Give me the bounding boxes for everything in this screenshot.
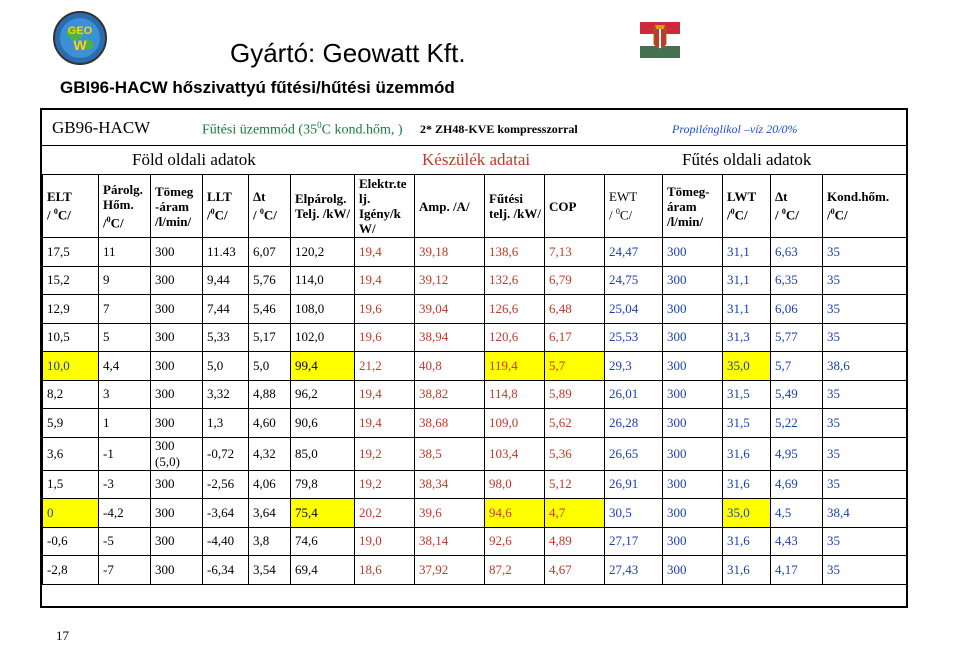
table-cell: -5 (99, 527, 151, 556)
col-header-label: EWT (609, 189, 638, 205)
table-cell: -3 (99, 470, 151, 499)
table-cell: 15,2 (43, 266, 99, 295)
table-cell: 300 (663, 527, 723, 556)
table-cell: 4,32 (249, 437, 291, 470)
col-header-unit-end: C/ (110, 215, 124, 231)
table-cell: 69,4 (291, 556, 355, 585)
table-cell: 19,2 (355, 470, 415, 499)
table-cell: 26,65 (605, 437, 663, 470)
table-cell: 300 (663, 323, 723, 352)
col-header-label: LLT (207, 189, 232, 205)
table-cell: 7 (99, 295, 151, 324)
table-cell: 39,12 (415, 266, 485, 295)
table-cell: 300 (663, 352, 723, 381)
col-header-label: Δt (253, 189, 266, 205)
table-row (43, 437, 907, 470)
table-cell: -7 (99, 556, 151, 585)
col-header-ewt (605, 175, 663, 238)
table-row (43, 323, 907, 352)
table-cell: 5,12 (545, 470, 605, 499)
mode-degree: 0 (317, 120, 322, 130)
table-cell: 19,6 (355, 295, 415, 324)
table-cell: 19,4 (355, 266, 415, 295)
col-header-label: Tömeg -áram /l/min/ (155, 183, 194, 229)
col-header-sup: 0 (106, 214, 111, 224)
table-cell: 90,6 (291, 409, 355, 438)
table-cell: 109,0 (485, 409, 545, 438)
col-header-unit: / (775, 207, 782, 223)
table-cell: 5,62 (545, 409, 605, 438)
table-cell: 35 (823, 556, 907, 585)
table-cell: 102,0 (291, 323, 355, 352)
table-cell: 4,06 (249, 470, 291, 499)
table-row (43, 499, 907, 528)
table-cell: 4,5 (771, 499, 823, 528)
table-cell: 5,89 (545, 380, 605, 409)
table-cell: 5,33 (203, 323, 249, 352)
table-cell: 38,6 (823, 352, 907, 381)
section-ground: Föld oldali adatok (132, 150, 256, 169)
col-header-label: Amp. /A/ (419, 198, 470, 214)
table-cell: 38,82 (415, 380, 485, 409)
table-cell: 300 (151, 352, 203, 381)
table-cell: 20,2 (355, 499, 415, 528)
table-cell: -2,8 (43, 556, 99, 585)
table-cell: 300 (151, 409, 203, 438)
table-cell: 31,1 (723, 238, 771, 267)
table-cell: 300 (151, 238, 203, 267)
table-row (43, 470, 907, 499)
table-cell: 26,01 (605, 380, 663, 409)
section-heating: Fűtés oldali adatok (682, 150, 812, 169)
table-cell: 19,6 (355, 323, 415, 352)
column-header-row (43, 175, 907, 238)
col-header-label: Elektr.te lj. Igény/k W/ (359, 176, 407, 236)
table-cell: 35 (823, 527, 907, 556)
table-cell: 35 (823, 295, 907, 324)
table-cell: 4,7 (545, 499, 605, 528)
table-cell: 19,4 (355, 409, 415, 438)
table-row (43, 527, 907, 556)
mode-text-end: C kond.hőm, ) (321, 122, 403, 138)
col-header-label: Elpárolg. Telj. /kW/ (295, 191, 351, 221)
table-cell: -0,6 (43, 527, 99, 556)
col-header-unit-end: C/ (619, 207, 633, 223)
table-cell: 31,5 (723, 380, 771, 409)
col-header-label: Párolg. Hőm. (103, 181, 143, 212)
table-cell: 0 (43, 499, 99, 528)
table-cell: 11 (99, 238, 151, 267)
table-cell: 37,92 (415, 556, 485, 585)
table-cell: 300 (663, 295, 723, 324)
table-cell: 30,5 (605, 499, 663, 528)
col-header-unit: / (207, 207, 211, 223)
table-cell: 300 (151, 295, 203, 324)
section-headers (42, 146, 906, 174)
table-cell: 300 (151, 499, 203, 528)
col-header-sup: 0 (730, 207, 735, 217)
col-header-unit: / (609, 207, 616, 223)
compressor-info: 2* ZH48-KVE kompresszorral (420, 122, 578, 136)
table-cell: 6,17 (545, 323, 605, 352)
table-cell: -4,40 (203, 527, 249, 556)
table-cell: 25,04 (605, 295, 663, 324)
col-header-elektr (355, 175, 415, 238)
col-header-unit: / (727, 207, 731, 223)
table-cell: 1,3 (203, 409, 249, 438)
col-header-unit-end: C/ (785, 207, 799, 223)
table-cell: 4,88 (249, 380, 291, 409)
table-row (43, 238, 907, 267)
table-row (43, 380, 907, 409)
table-cell: 4,17 (771, 556, 823, 585)
table-cell: 29,3 (605, 352, 663, 381)
brand-name: Gyártó: Geowatt Kft. (230, 38, 466, 68)
table-cell: 19,2 (355, 437, 415, 470)
table-cell: 300 (151, 470, 203, 499)
table-cell: 6,48 (545, 295, 605, 324)
col-header-label: COP (549, 198, 577, 214)
col-header-cop (545, 175, 605, 238)
table-cell: 103,4 (485, 437, 545, 470)
svg-text:W: W (73, 37, 87, 53)
table-cell: 5,7 (771, 352, 823, 381)
table-header-line (42, 110, 906, 146)
table-cell: 39,04 (415, 295, 485, 324)
table-cell: 96,2 (291, 380, 355, 409)
table-cell: 87,2 (485, 556, 545, 585)
table-cell: 31,3 (723, 323, 771, 352)
table-cell: 5,0 (203, 352, 249, 381)
col-header-amp (415, 175, 485, 238)
table-cell: 114,8 (485, 380, 545, 409)
col-header-label: Δt (775, 189, 788, 205)
col-header-label: Fűtési telj. /kW/ (489, 191, 541, 221)
col-header-sup: 0 (210, 207, 215, 217)
table-cell: 35 (823, 266, 907, 295)
table-cell: 3,64 (249, 499, 291, 528)
table-cell: 35 (823, 323, 907, 352)
table-cell: 31,1 (723, 266, 771, 295)
page-number: 17 (56, 628, 69, 643)
table-cell: 25,53 (605, 323, 663, 352)
table-cell: 31,5 (723, 409, 771, 438)
table-cell: 1,5 (43, 470, 99, 499)
col-header-sup: 0 (259, 207, 264, 217)
col-header-unit: / (827, 207, 831, 223)
table-row (43, 556, 907, 585)
geowatt-logo (52, 10, 108, 66)
table-cell: 120,2 (291, 238, 355, 267)
table-cell: 38,34 (415, 470, 485, 499)
table-cell: 300 (5,0) (151, 437, 203, 470)
table-cell: 5 (99, 323, 151, 352)
table-cell: 99,4 (291, 352, 355, 381)
table-cell: -4,2 (99, 499, 151, 528)
table-cell: 35 (823, 437, 907, 470)
table-cell: 5,36 (545, 437, 605, 470)
section-device: Készülék adatai (422, 150, 531, 169)
table-cell: 5,22 (771, 409, 823, 438)
table-cell: 5,49 (771, 380, 823, 409)
table-cell: 38,68 (415, 409, 485, 438)
table-cell: 4,67 (545, 556, 605, 585)
col-header-unit: / (253, 207, 260, 223)
table-cell: 3,54 (249, 556, 291, 585)
table-cell: 19,4 (355, 380, 415, 409)
performance-table (42, 174, 907, 585)
document-title: GBI96-HACW hőszivattyú fűtési/hűtési üzemmód (60, 78, 455, 97)
table-cell: 3,8 (249, 527, 291, 556)
table-cell: 79,8 (291, 470, 355, 499)
table-cell: 300 (663, 470, 723, 499)
col-header-llt (203, 175, 249, 238)
fluid-info: Propilénglikol –víz 20/0% (672, 122, 798, 136)
col-header-sup: 0 (781, 207, 786, 217)
table-cell: 9,44 (203, 266, 249, 295)
col-header-sup: 0 (615, 207, 620, 217)
table-cell: 126,6 (485, 295, 545, 324)
table-cell: 5,9 (43, 409, 99, 438)
table-cell: 12,9 (43, 295, 99, 324)
table-cell: 138,6 (485, 238, 545, 267)
table-cell: 35,0 (723, 352, 771, 381)
table-cell: -3,64 (203, 499, 249, 528)
table-cell: 94,6 (485, 499, 545, 528)
table-cell: 4,60 (249, 409, 291, 438)
table-cell: 6,63 (771, 238, 823, 267)
table-cell: 6,35 (771, 266, 823, 295)
col-header-label: Tömeg- áram /l/min/ (667, 183, 710, 229)
col-header-sup: 0 (830, 207, 835, 217)
col-header-futesi-telj (485, 175, 545, 238)
table-cell: 3,6 (43, 437, 99, 470)
table-row (43, 409, 907, 438)
table-cell: 31,6 (723, 527, 771, 556)
table-cell: 300 (151, 380, 203, 409)
table-cell: 26,91 (605, 470, 663, 499)
data-table-panel (40, 108, 908, 608)
table-body (43, 238, 907, 585)
table-cell: 5,0 (249, 352, 291, 381)
table-cell: 38,94 (415, 323, 485, 352)
table-cell: 24,75 (605, 266, 663, 295)
table-cell: 35 (823, 470, 907, 499)
table-cell: 92,6 (485, 527, 545, 556)
table-cell: -0,72 (203, 437, 249, 470)
table-cell: 300 (663, 499, 723, 528)
col-header-tomegaram-2 (663, 175, 723, 238)
table-cell: 38,5 (415, 437, 485, 470)
table-cell: 26,28 (605, 409, 663, 438)
table-cell: 10,5 (43, 323, 99, 352)
table-cell: 7,44 (203, 295, 249, 324)
table-cell: 21,2 (355, 352, 415, 381)
table-cell: 4,95 (771, 437, 823, 470)
table-cell: 35 (823, 380, 907, 409)
table-cell: 4,69 (771, 470, 823, 499)
table-cell: 5,46 (249, 295, 291, 324)
operating-mode (202, 120, 403, 139)
table-cell: 35 (823, 409, 907, 438)
col-header-unit-end: C/ (834, 207, 848, 223)
table-cell: 39,6 (415, 499, 485, 528)
table-cell: 4,43 (771, 527, 823, 556)
table-cell: 119,4 (485, 352, 545, 381)
table-cell: 6,06 (771, 295, 823, 324)
col-header-tomegaram-1 (151, 175, 203, 238)
col-header-elt (43, 175, 99, 238)
table-cell: 300 (151, 323, 203, 352)
table-cell: 1 (99, 409, 151, 438)
table-cell: 5,17 (249, 323, 291, 352)
col-header-label: Kond.hőm. (827, 189, 890, 205)
table-cell: 300 (151, 527, 203, 556)
col-header-elparolg (291, 175, 355, 238)
col-header-delta-t-1 (249, 175, 291, 238)
table-cell: 18,6 (355, 556, 415, 585)
table-cell: 300 (151, 556, 203, 585)
table-cell: 74,6 (291, 527, 355, 556)
model-name: GB96-HACW (52, 118, 151, 137)
table-cell: 4,89 (545, 527, 605, 556)
col-header-sup: 0 (53, 207, 58, 217)
table-cell: 114,0 (291, 266, 355, 295)
col-header-label: ELT (47, 189, 72, 205)
table-cell: 27,17 (605, 527, 663, 556)
table-cell: 7,13 (545, 238, 605, 267)
col-header-unit: / (103, 215, 107, 231)
table-cell: 5,77 (771, 323, 823, 352)
table-cell: 3 (99, 380, 151, 409)
col-header-lwt (723, 175, 771, 238)
table-cell: 4,4 (99, 352, 151, 381)
table-cell: -1 (99, 437, 151, 470)
col-header-label: LWT (727, 189, 757, 205)
table-cell: 38,4 (823, 499, 907, 528)
table-cell: 75,4 (291, 499, 355, 528)
table-cell: 300 (151, 266, 203, 295)
table-cell: 24,47 (605, 238, 663, 267)
table-row (43, 295, 907, 324)
col-header-delta-t-2 (771, 175, 823, 238)
table-cell: 38,14 (415, 527, 485, 556)
col-header-parolg (99, 175, 151, 238)
table-cell: 5,76 (249, 266, 291, 295)
table-cell: 120,6 (485, 323, 545, 352)
table-cell: 300 (663, 556, 723, 585)
table-cell: 5,7 (545, 352, 605, 381)
table-cell: 8,2 (43, 380, 99, 409)
table-cell: 300 (663, 266, 723, 295)
table-cell: -2,56 (203, 470, 249, 499)
table-cell: 132,6 (485, 266, 545, 295)
table-cell: 10,0 (43, 352, 99, 381)
table-cell: 108,0 (291, 295, 355, 324)
table-cell: 300 (663, 409, 723, 438)
mode-text: Fűtési üzemmód (35 (202, 122, 318, 138)
table-cell: 300 (663, 238, 723, 267)
table-row (43, 352, 907, 381)
svg-text:GEO: GEO (67, 25, 93, 37)
table-cell: 17,5 (43, 238, 99, 267)
col-header-unit-end: C/ (57, 207, 71, 223)
table-cell: 27,43 (605, 556, 663, 585)
table-cell: -6,34 (203, 556, 249, 585)
table-cell: 35,0 (723, 499, 771, 528)
table-cell: 39,18 (415, 238, 485, 267)
table-cell: 300 (663, 437, 723, 470)
table-cell: 98,0 (485, 470, 545, 499)
table-cell: 31,6 (723, 470, 771, 499)
table-cell: 6,79 (545, 266, 605, 295)
hungarian-flag (638, 18, 682, 62)
table-cell: 40,8 (415, 352, 485, 381)
table-cell: 31,6 (723, 437, 771, 470)
table-cell: 19,4 (355, 238, 415, 267)
col-header-unit-end: C/ (263, 207, 277, 223)
table-cell: 31,6 (723, 556, 771, 585)
table-cell: 11.43 (203, 238, 249, 267)
col-header-unit-end: C/ (214, 207, 228, 223)
table-cell: 85,0 (291, 437, 355, 470)
table-cell: 19,0 (355, 527, 415, 556)
table-row (43, 266, 907, 295)
table-cell: 31,1 (723, 295, 771, 324)
col-header-kond-hom (823, 175, 907, 238)
table-cell: 3,32 (203, 380, 249, 409)
table-cell: 6,07 (249, 238, 291, 267)
col-header-unit: / (47, 207, 54, 223)
table-cell: 35 (823, 238, 907, 267)
table-cell: 300 (663, 380, 723, 409)
table-cell: 9 (99, 266, 151, 295)
col-header-unit-end: C/ (734, 207, 748, 223)
